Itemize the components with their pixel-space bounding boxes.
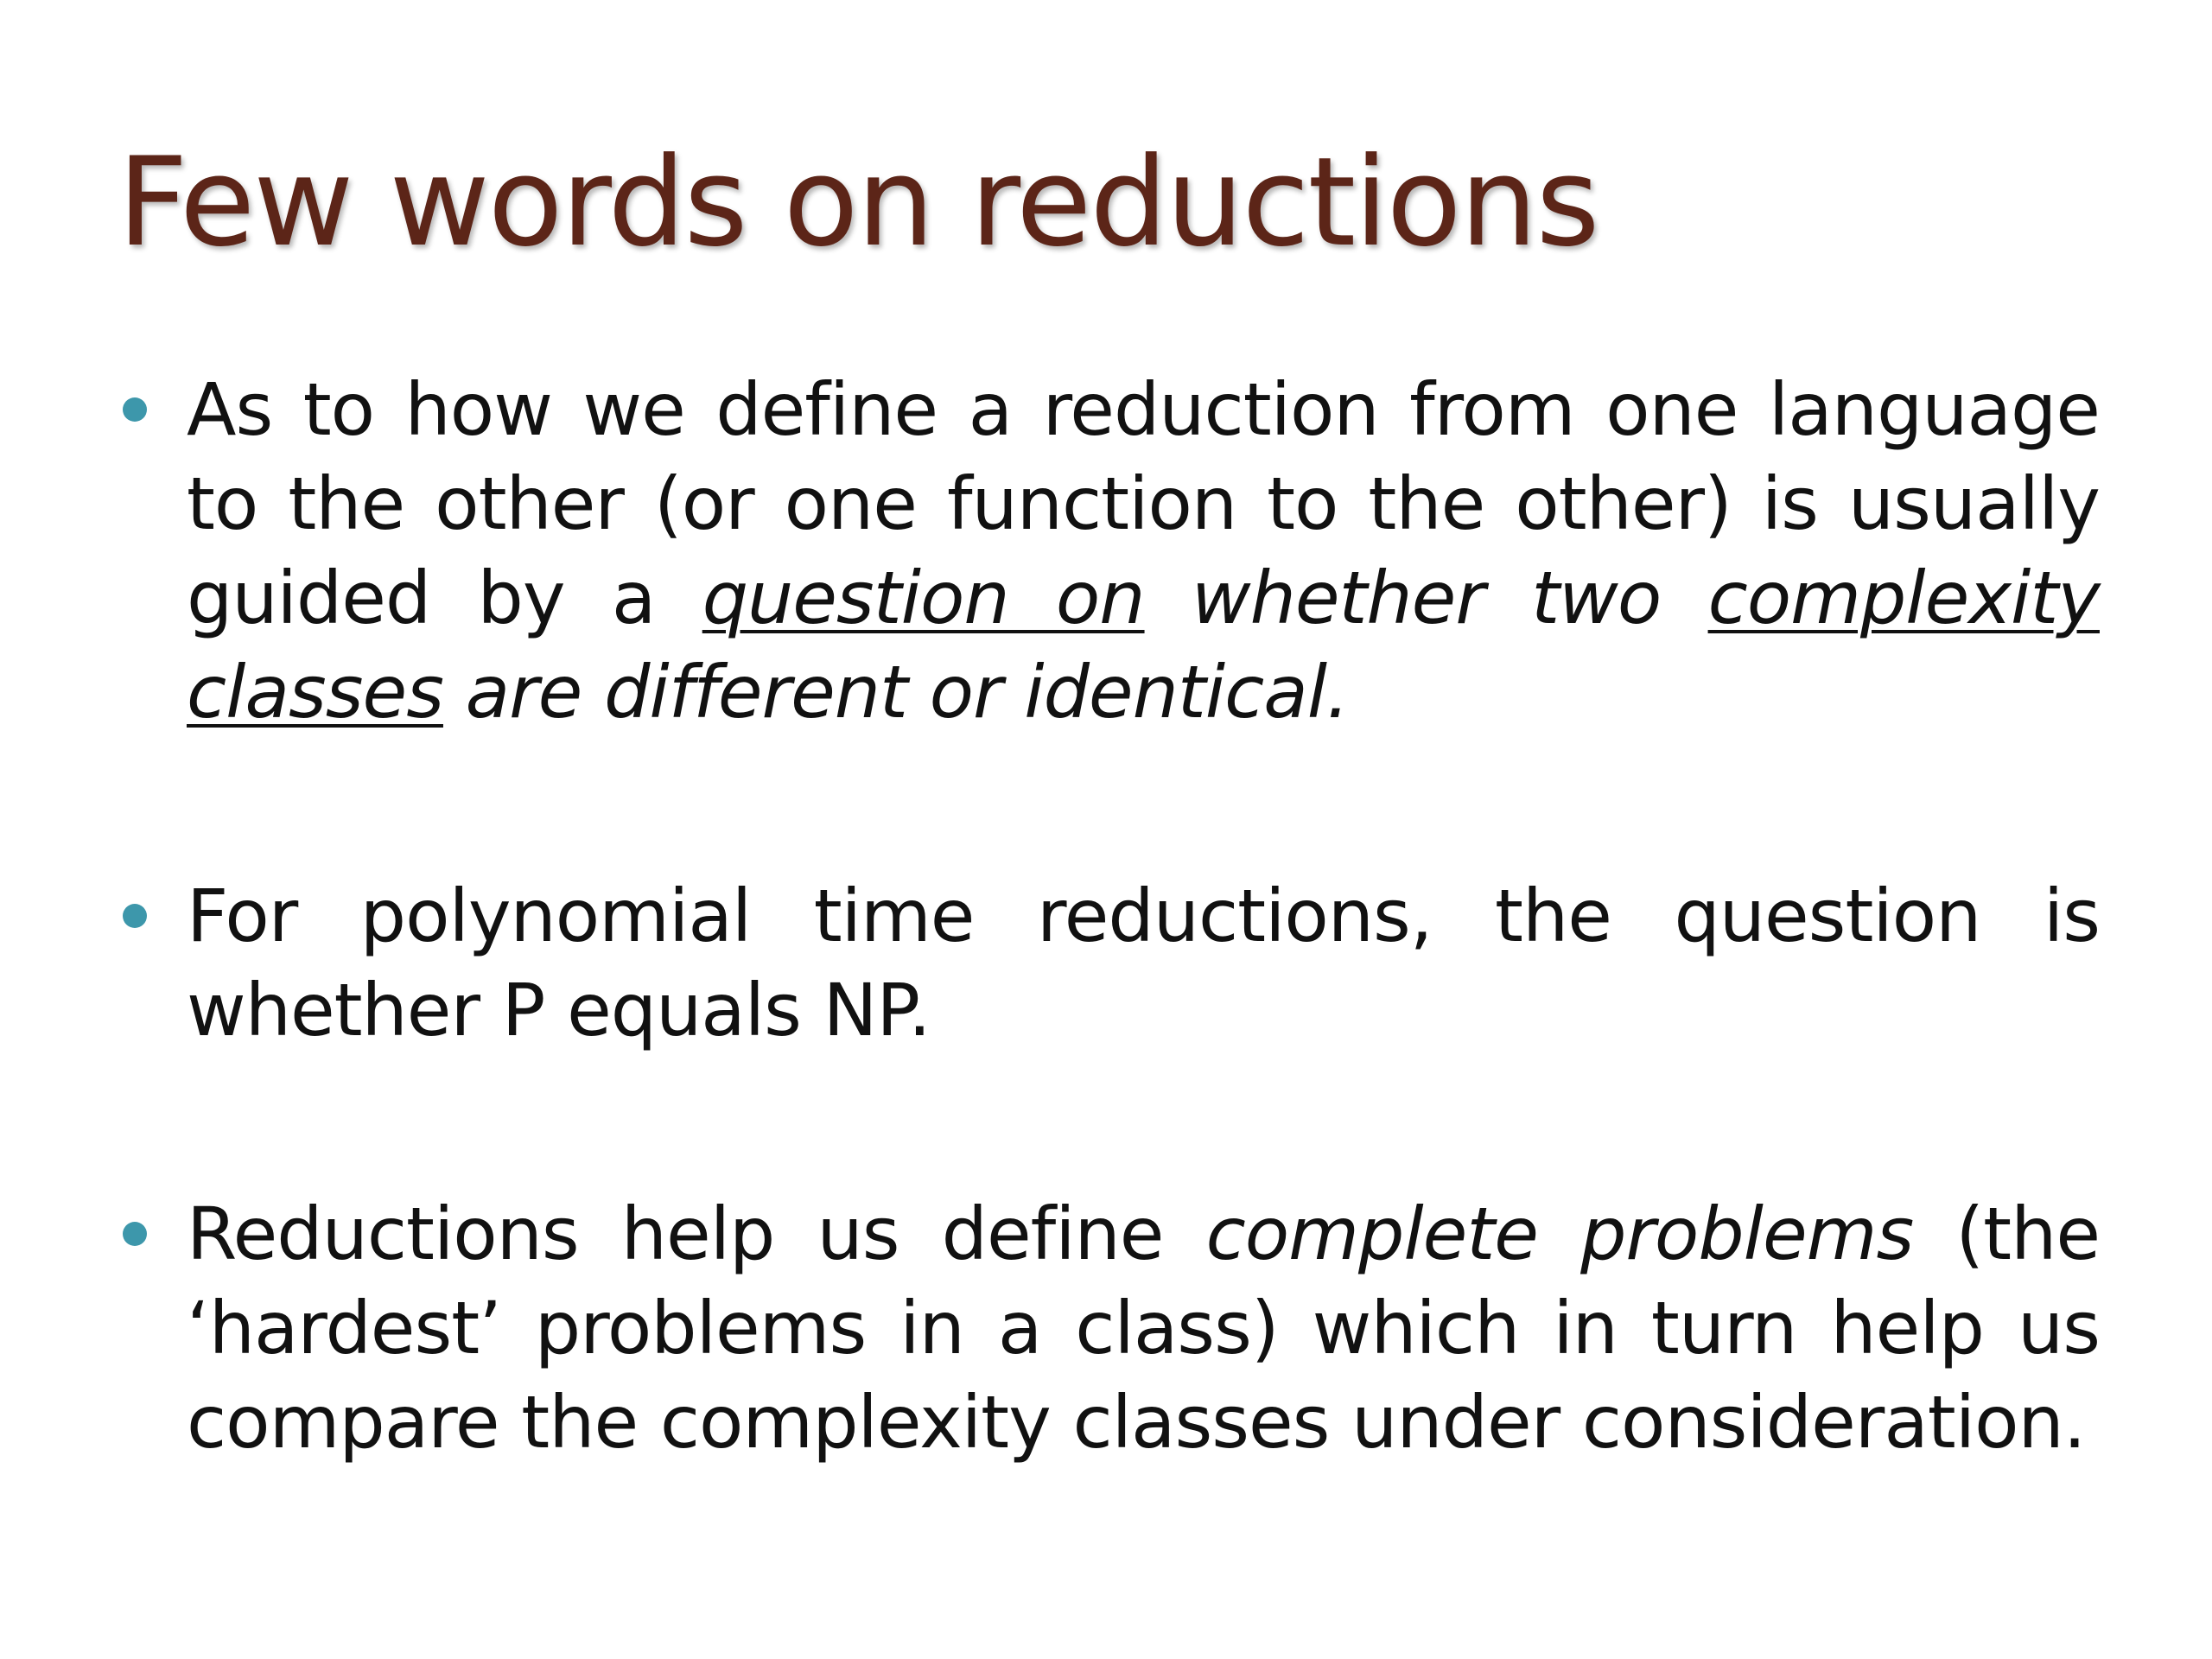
emphasis-complexity-classes: complexity classes: [187, 556, 2100, 734]
bullet-dot-icon: [123, 1222, 147, 1246]
bullet-dot-icon: [123, 904, 147, 928]
slide-title: Few words on reductions: [118, 131, 1599, 274]
bullet-text: For polynomial time reductions, the question is whether P equals NP.: [187, 874, 2100, 1052]
bullet-dot-icon: [123, 397, 147, 422]
emphasis-whether-two: whether two: [1191, 556, 1662, 640]
bullet-item-p-vs-np: [121, 869, 2100, 1058]
bullet-list: [121, 363, 2100, 1470]
emphasis-different-identical: are different or identical.: [465, 650, 1349, 734]
bullet-item-reduction-definition: [121, 363, 2100, 740]
bullet-text: As to how we define a reduction from one language to the other (or one function to the other) is usually guided by a: [187, 367, 2100, 640]
emphasis-question-on: question on: [702, 556, 1145, 640]
bullet-text: Reductions help us define: [187, 1192, 1206, 1276]
bullet-item-complete-problems: Reductions help us define complete problems (the ‘hardest’ problems in a class) which in turn help us compare the complexity classes under consideration.: [121, 1187, 2100, 1470]
emphasis-complete-problems: complete problems: [1205, 1192, 1914, 1276]
